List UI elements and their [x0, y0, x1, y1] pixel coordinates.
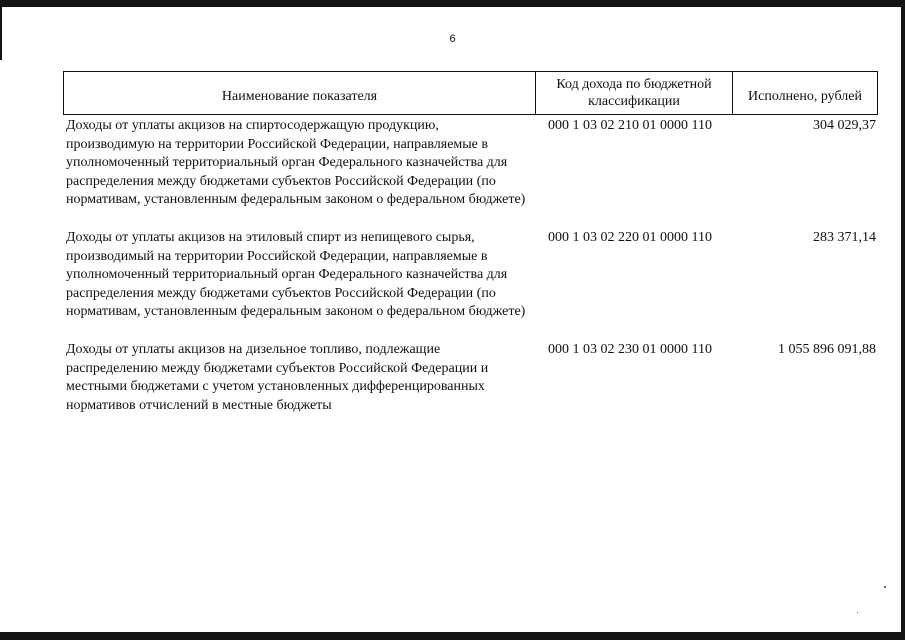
header-code: Код дохода по бюджетной классификации: [536, 72, 733, 114]
table-row: [63, 229, 878, 322]
header-amount: Исполнено, рублей: [748, 88, 862, 104]
scan-border-left: [0, 0, 2, 60]
page-number: 6: [449, 33, 456, 45]
row-name: Доходы от уплаты акцизов на спиртосодержащую продукцию, производимую на территории Российской Федерации, направляемые в уполномоченный территориальный орган Федерального казначейства для распределения между бюджетами субъектов Российской Федерации (по нормативам, установленным федеральным законом о федеральном бюджете): [66, 118, 526, 208]
table-row: [63, 341, 878, 415]
row-code: 000 1 03 02 230 01 0000 110: [548, 341, 712, 357]
row-name: Доходы от уплаты акцизов на этиловый спирт из непищевого сырья, производимый на территории Российской Федерации, направляемые в уполномоченный территориальный орган Федерального казначейства для распределения между бюджетами субъектов Российской Федерации (по нормативам, установленным федеральным законом о федеральном бюджете): [66, 229, 526, 320]
row-code: 000 1 03 02 220 01 0000 110: [548, 229, 712, 245]
scan-speck: [884, 586, 886, 588]
header-name: Наименование показателя: [64, 72, 536, 114]
scan-speck: [857, 612, 858, 613]
row-amount: 283 371,14: [813, 229, 876, 245]
scan-border-bottom: [0, 632, 905, 640]
table-header: [63, 71, 878, 115]
row-amount: 1 055 896 091,88: [778, 341, 876, 357]
scan-border-right: [901, 0, 905, 640]
row-amount: 304 029,37: [813, 118, 876, 133]
table-row: [63, 117, 878, 210]
row-code: 000 1 03 02 210 01 0000 110: [548, 118, 712, 133]
scan-border-top: [0, 0, 905, 7]
table-body: [63, 117, 878, 415]
row-name: Доходы от уплаты акцизов на дизельное топливо, подлежащие распределению между бюджетами субъектов Российской Федерации и местными бюджетами с учетом установленных дифференцированных нормативов отчислений в местные бюджеты: [66, 341, 489, 413]
